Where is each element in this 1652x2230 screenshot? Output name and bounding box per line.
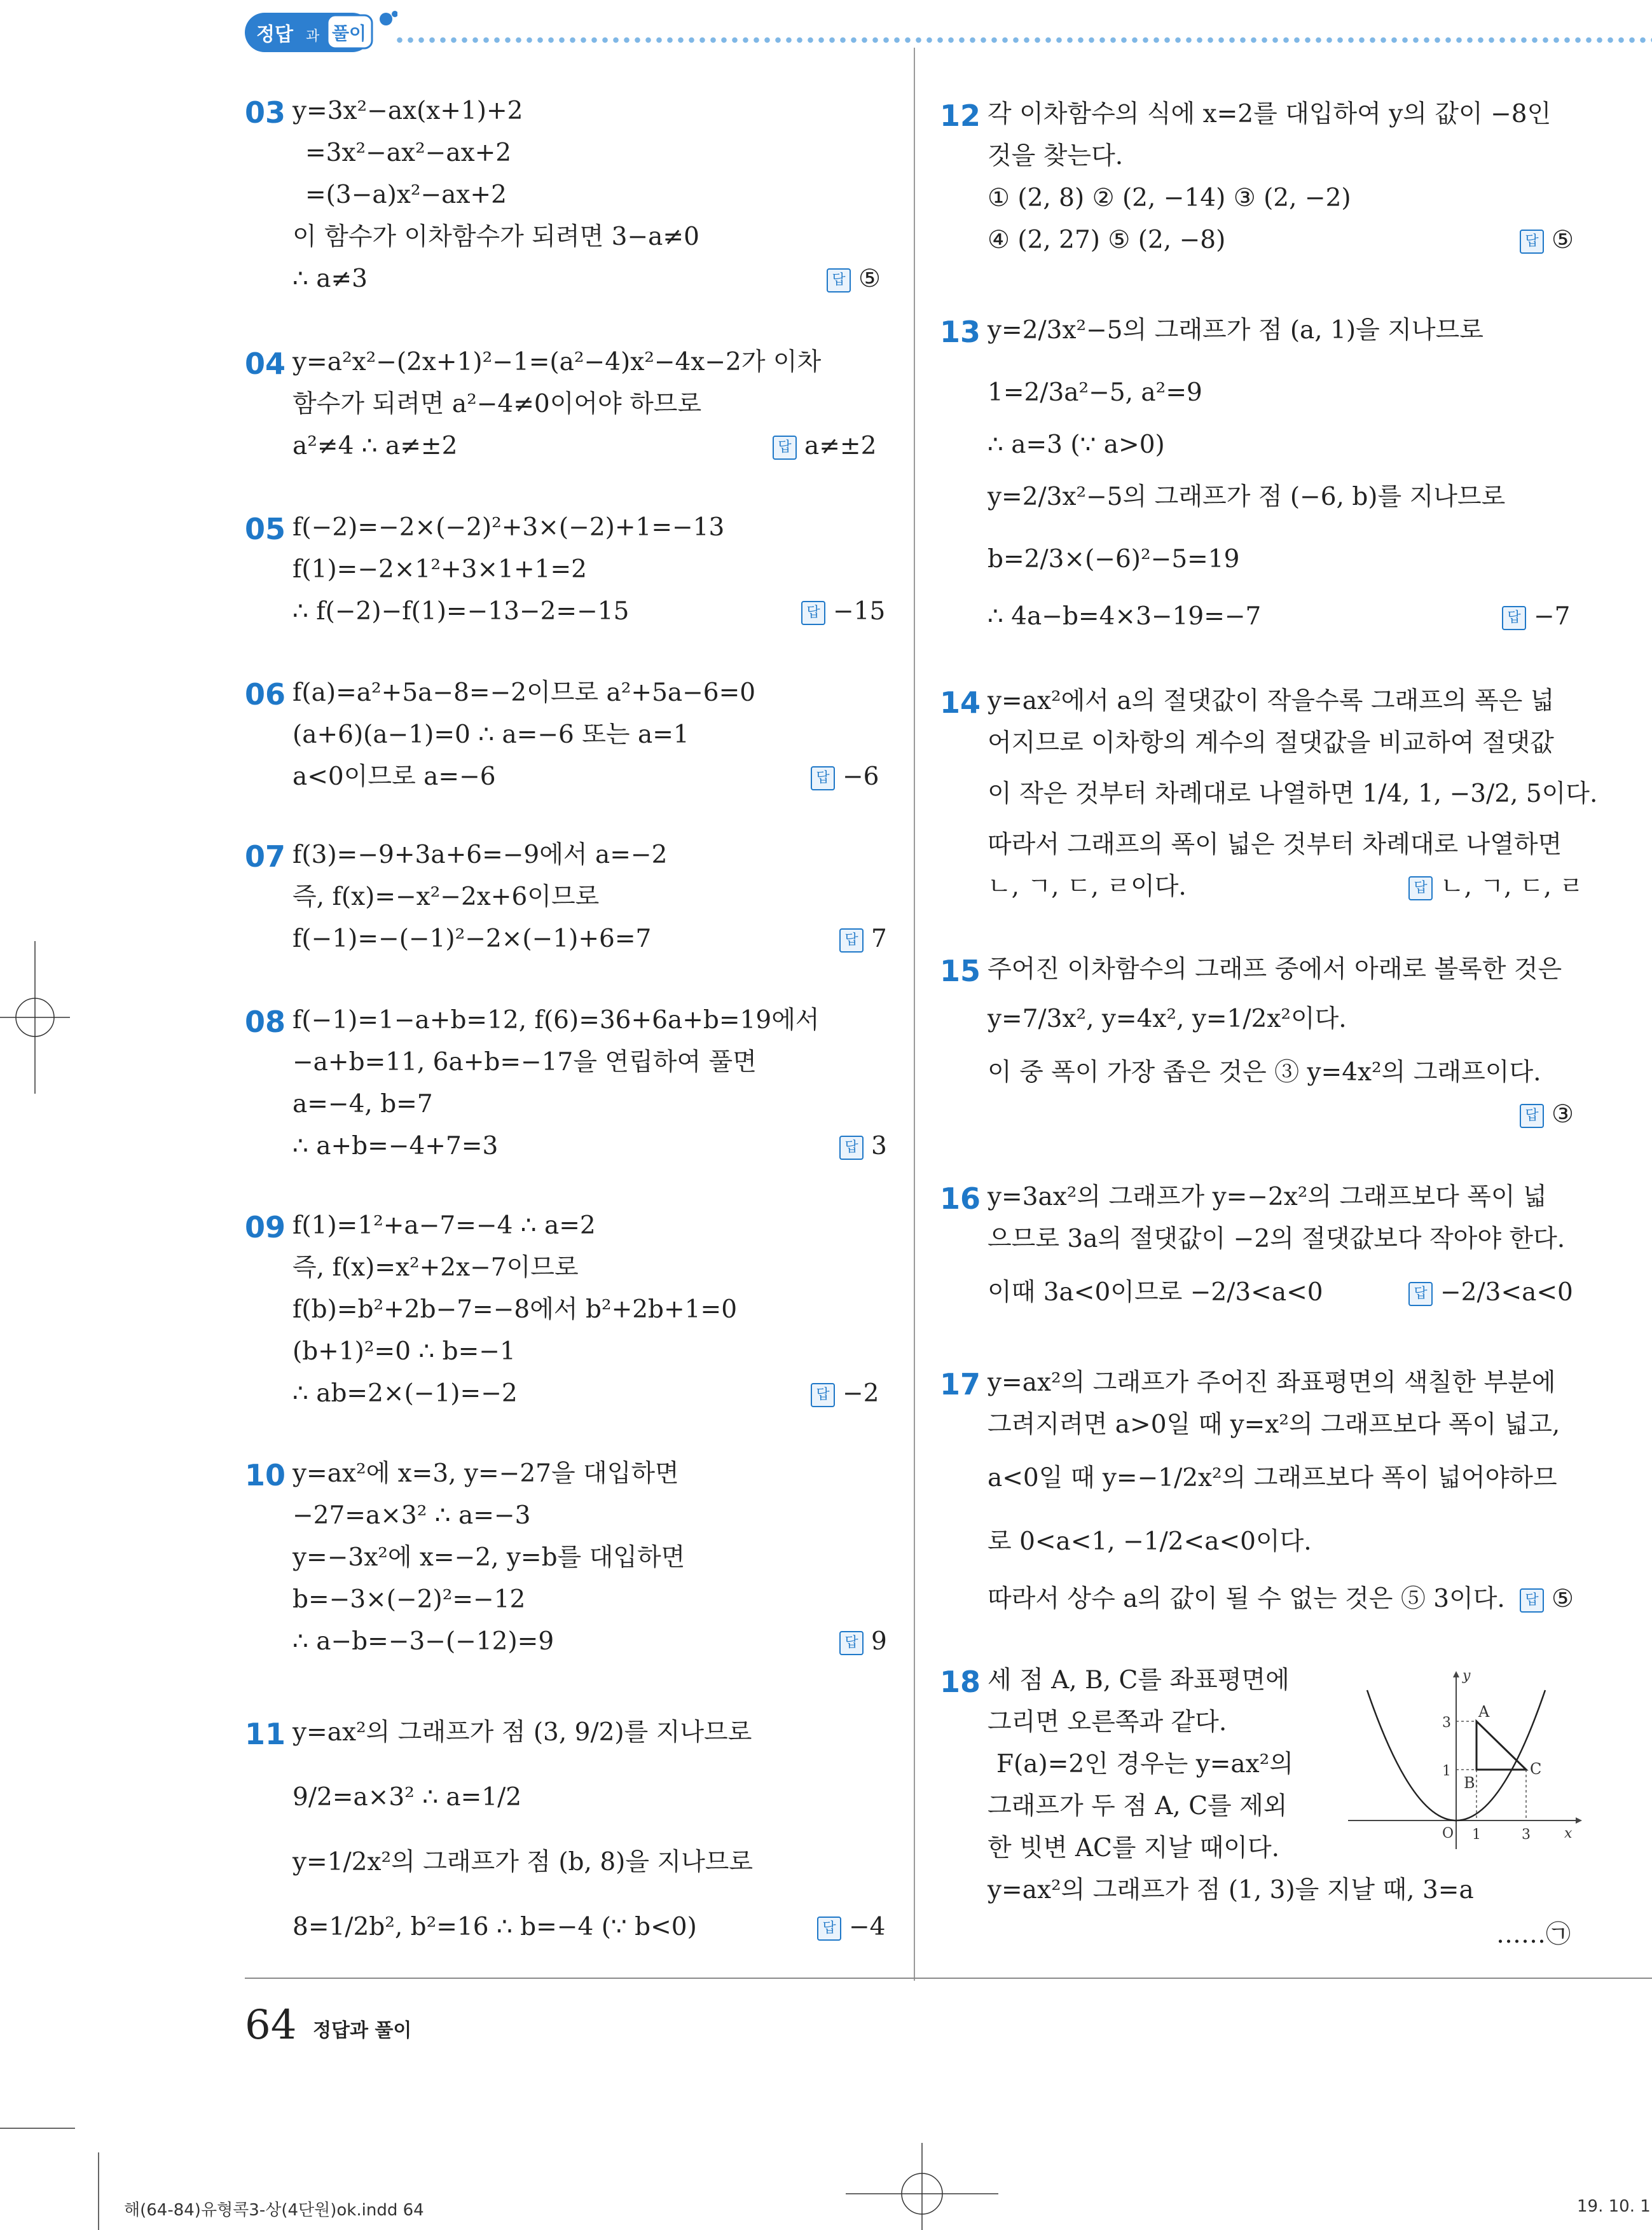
problem-number: 03 (245, 95, 286, 130)
header-badge (245, 4, 397, 56)
problem-number: 17 (940, 1367, 981, 1401)
answer-mark: 답 (817, 1917, 841, 1941)
y-axis-arrow (1453, 1671, 1459, 1677)
answer-mark: 답 (827, 268, 851, 293)
solution-line: F(a)=2인 경우는 y=ax²의 (996, 1750, 1293, 1779)
answer (1520, 1099, 1574, 1131)
solution-line: 이 중 폭이 가장 좁은 것은 ③ y=4x²의 그래프이다. (988, 1058, 1541, 1087)
solution-line: y=ax²에 x=3, y=−27을 대입하면 (293, 1459, 679, 1488)
problem-number: 09 (245, 1210, 286, 1244)
page-label: 정답과 풀이 (313, 2020, 412, 2042)
solution-line: 어지므로 이차항의 계수의 절댓값을 비교하여 절댓값 (988, 729, 1554, 757)
solution-line: ∴ a=3 (∵ a>0) (988, 430, 1165, 459)
problem-number: 11 (245, 1717, 286, 1751)
solution-line: f(−2)=−2×(−2)²+3×(−2)+1=−13 (293, 513, 725, 542)
answer-value: −7 (1534, 602, 1571, 631)
answer-value: −15 (833, 597, 886, 626)
y-axis-label: y (1463, 1668, 1471, 1684)
answer (1408, 871, 1583, 903)
solution-line: 따라서 그래프의 폭이 넓은 것부터 차례대로 나열하면 (988, 830, 1562, 859)
solution-line: a²≠4 ∴ a≠±2 (293, 432, 458, 460)
solution-line: 즉, f(x)=−x²−2x+6이므로 (293, 883, 600, 911)
answer (773, 430, 876, 462)
answer-mark: 답 (811, 1383, 835, 1407)
problem-number: 12 (940, 99, 981, 133)
answer (827, 263, 881, 295)
solution-line: 그래프가 두 점 A, C를 제외 (988, 1792, 1288, 1820)
badge-text-2: 과 (306, 29, 320, 45)
solution-line: 9/2=a×3² ∴ a=1/2 (293, 1783, 522, 1812)
triangle-abc (1476, 1721, 1526, 1770)
solution-line: 주어진 이차함수의 그래프 중에서 아래로 볼록한 것은 (988, 955, 1562, 984)
solution-line: y=a²x²−(2x+1)²−1=(a²−4)x²−4x−2가 이차 (293, 348, 822, 376)
answer-value: 9 (871, 1627, 887, 1656)
solution-line: (b+1)²=0 ∴ b=−1 (293, 1337, 516, 1366)
solution-line: y=7/3x², y=4x², y=1/2x²이다. (988, 1005, 1347, 1033)
answer-value: ⑤ (1552, 226, 1574, 254)
problem-number: 07 (245, 839, 286, 874)
header-dotted-line (394, 36, 1652, 45)
answer-mark: 답 (1520, 1104, 1544, 1128)
answer-mark: 답 (1408, 1282, 1433, 1306)
answer (1520, 224, 1574, 256)
answer-value: −2 (843, 1379, 879, 1408)
solution-line: 1=2/3a²−5, a²=9 (988, 378, 1202, 407)
solution-line: −a+b=11, 6a+b=−17을 연립하여 풀면 (293, 1048, 757, 1077)
solution-line: f(1)=1²+a−7=−4 ∴ a=2 (293, 1211, 596, 1240)
solution-line: b=−3×(−2)²=−12 (293, 1585, 526, 1614)
solution-line: =(3−a)x²−ax+2 (305, 181, 507, 209)
solution-line: 한 빗변 AC를 지날 때이다. (988, 1834, 1280, 1862)
problem-number: 14 (940, 685, 981, 720)
answer (811, 1378, 879, 1410)
solution-line: a<0일 때 y=−1/2x²의 그래프보다 폭이 넓어야하므 (988, 1464, 1557, 1492)
x-axis-label: x (1564, 1826, 1573, 1841)
problem-number: 05 (245, 512, 286, 546)
answer-mark: 답 (801, 601, 825, 625)
problem-number: 06 (245, 677, 286, 712)
answer-value: ⑤ (858, 265, 881, 293)
answer (811, 761, 879, 793)
solution-line: ∴ ab=2×(−1)=−2 (293, 1379, 518, 1408)
problem-number: 04 (245, 347, 286, 381)
tick-y3-label: 3 (1442, 1715, 1451, 1731)
problem-number: 10 (245, 1458, 286, 1492)
answer (1520, 1583, 1574, 1615)
solution-line: f(1)=−2×1²+3×1+1=2 (293, 555, 587, 584)
solution-line: ∴ a+b=−4+7=3 (293, 1132, 499, 1160)
solution-line: 이때 3a<0이므로 −2/3<a<0 (988, 1278, 1323, 1307)
point-c-label: C (1530, 1760, 1542, 1778)
problem-number: 18 (940, 1665, 981, 1699)
solution-line: y=ax²의 그래프가 주어진 좌표평면의 색칠한 부분에 (988, 1368, 1556, 1397)
solution-line: f(a)=a²+5a−8=−2이므로 a²+5a−6=0 (293, 678, 756, 707)
solution-line: y=3ax²의 그래프가 y=−2x²의 그래프보다 폭이 넓 (988, 1183, 1547, 1211)
crop-mark-bottom (846, 2143, 998, 2230)
footer-file-info: 해(64-84)유형콕3-상(4단원)ok.indd 64 (124, 2201, 424, 2220)
answer-value: 3 (871, 1132, 887, 1160)
answer (817, 1911, 886, 1943)
solution-line: y=−3x²에 x=−2, y=b를 대입하면 (293, 1543, 685, 1572)
badge-text-1: 정답 (256, 24, 293, 46)
solution-line: f(−1)=−(−1)²−2×(−1)+6=7 (293, 925, 652, 953)
solution-line: 이 함수가 이차함수가 되려면 3−a≠0 (293, 223, 699, 251)
answer-mark: 답 (773, 436, 797, 460)
solution-line: a<0이므로 a=−6 (293, 762, 496, 791)
answer-value: ⑤ (1552, 1585, 1574, 1613)
answer-value: 7 (871, 925, 887, 953)
tick-y1-label: 1 (1442, 1763, 1451, 1779)
answer-mark: 답 (1408, 876, 1433, 900)
tick-x1-label: 1 (1472, 1827, 1481, 1843)
solution-line: y=3x²−ax(x+1)+2 (293, 97, 523, 125)
solution-line: −27=a×3² ∴ a=−3 (293, 1501, 531, 1530)
answer-mark: 답 (1502, 606, 1526, 630)
solution-line: f(−1)=1−a+b=12, f(6)=36+6a+b=19에서 (293, 1006, 820, 1035)
answer (801, 596, 885, 628)
point-b-label: B (1464, 1774, 1475, 1792)
solution-line: 세 점 A, B, C를 좌표평면에 (988, 1666, 1290, 1695)
solution-line: ∴ a≠3 (293, 265, 368, 293)
solution-line: a=−4, b=7 (293, 1090, 433, 1118)
solution-line: y=2/3x²−5의 그래프가 점 (−6, b)를 지나므로 (988, 483, 1506, 511)
x-axis-arrow (1576, 1817, 1582, 1824)
answer (839, 1131, 887, 1162)
solution-line: 그려지려면 a>0일 때 y=x²의 그래프보다 폭이 넓고, (988, 1410, 1560, 1439)
solution-line: 함수가 되려면 a²−4≠0이어야 하므로 (293, 390, 702, 418)
solution-line: ① (2, 8) ② (2, −14) ③ (2, −2) (988, 184, 1351, 212)
answer-mark: 답 (839, 1631, 864, 1655)
solution-line: y=ax²에서 a의 절댓값이 작을수록 그래프의 폭은 넓 (988, 687, 1555, 715)
solution-line: 그리면 오른쪽과 같다. (988, 1708, 1227, 1737)
solution-line: y=1/2x²의 그래프가 점 (b, 8)을 지나므로 (293, 1848, 754, 1876)
answer (839, 923, 887, 955)
answer-mark: 답 (839, 1136, 864, 1160)
origin-label: O (1442, 1826, 1454, 1841)
tick-x3-label: 3 (1522, 1827, 1531, 1843)
bottom-rule (245, 1978, 1652, 1979)
answer (839, 1626, 887, 1658)
problem-number: 13 (940, 315, 981, 349)
point-a-label: A (1478, 1703, 1490, 1721)
answer-mark: 답 (1520, 230, 1544, 254)
solution-line: y=2/3x²−5의 그래프가 점 (a, 1)을 지나므로 (988, 316, 1483, 345)
answer (1502, 601, 1571, 633)
solution-line: 것을 찾는다. (988, 142, 1124, 170)
solution-line: f(3)=−9+3a+6=−9에서 a=−2 (293, 841, 668, 869)
problem-number: 15 (940, 954, 981, 988)
answer-value: a≠±2 (804, 432, 877, 460)
problem-number: 16 (940, 1181, 981, 1216)
crop-mark-left (0, 941, 70, 1094)
solution-line: b=2/3×(−6)²−5=19 (988, 545, 1240, 574)
solution-line: 각 이차함수의 식에 x=2를 대입하여 y의 값이 −8인 (988, 100, 1552, 128)
answer-mark: 답 (839, 928, 864, 953)
solution-line: ∴ 4a−b=4×3−19=−7 (988, 602, 1262, 631)
solution-line: ∴ a−b=−3−(−12)=9 (293, 1627, 554, 1656)
solution-line: 이 작은 것부터 차례대로 나열하면 1/4, 1, −3/2, 5이다. (988, 780, 1598, 808)
answer-mark: 답 (1520, 1588, 1544, 1613)
solution-line: ……㉠ (1496, 1920, 1571, 1949)
solution-line: 8=1/2b², b²=16 ∴ b=−4 (∵ b<0) (293, 1913, 697, 1941)
solution-line: 따라서 상수 a의 값이 될 수 없는 것은 ⑤ 3이다. (988, 1585, 1505, 1613)
badge-text-3: 풀이 (332, 23, 367, 44)
footer-date: 19. 10. 1 (1577, 2197, 1651, 2216)
answer-value: −6 (843, 762, 879, 791)
solution-line: 으므로 3a의 절댓값이 −2의 절댓값보다 작아야 한다. (988, 1225, 1566, 1253)
page-number: 64 (245, 2002, 297, 2049)
solution-line: =3x²−ax²−ax+2 (305, 139, 512, 167)
solution-line: ∴ f(−2)−f(1)=−13−2=−15 (293, 597, 630, 626)
solution-line: y=ax²의 그래프가 점 (3, 9/2)를 지나므로 (293, 1718, 752, 1747)
answer-value: ③ (1552, 1100, 1574, 1129)
answer-mark: 답 (811, 766, 835, 790)
answer-value: −4 (849, 1913, 886, 1941)
answer (1408, 1277, 1573, 1309)
answer-value: ㄴ, ㄱ, ㄷ, ㄹ (1440, 872, 1584, 901)
parabola-graph (1342, 1666, 1583, 1857)
solution-line: (a+6)(a−1)=0 ∴ a=−6 또는 a=1 (293, 720, 689, 749)
answer-value: −2/3<a<0 (1440, 1278, 1573, 1307)
problem-number: 08 (245, 1005, 286, 1039)
solution-line: ④ (2, 27) ⑤ (2, −8) (988, 226, 1226, 254)
solution-line: f(b)=b²+2b−7=−8에서 b²+2b+1=0 (293, 1295, 738, 1324)
solution-line: ㄴ, ㄱ, ㄷ, ㄹ이다. (988, 872, 1187, 901)
solution-line: y=ax²의 그래프가 점 (1, 3)을 지날 때, 3=a (988, 1876, 1474, 1904)
column-divider (914, 48, 915, 1981)
solution-line: 즉, f(x)=x²+2x−7이므로 (293, 1253, 579, 1282)
solution-line: 로 0<a<1, −1/2<a<0이다. (988, 1527, 1312, 1556)
trim-line (0, 2127, 102, 2230)
